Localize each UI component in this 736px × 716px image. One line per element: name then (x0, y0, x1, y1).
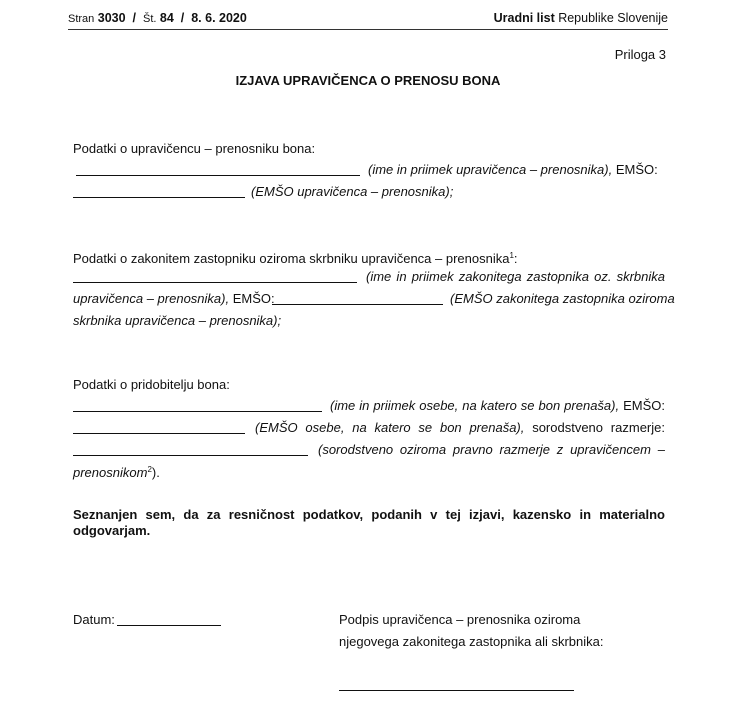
declaration-line1: Seznanjen sem, da za resničnost podatkov, podanih v tej izjavi, kazensko in materialno (73, 507, 665, 522)
publication-name-rest: Republike Slovenije (554, 11, 668, 25)
gazette-header-left: Stran 3030 / Št. 84 / 8. 6. 2020 (68, 11, 247, 25)
section1-emso-label: EMŠO: (615, 162, 658, 177)
header-divider (68, 29, 668, 30)
section3-heading: Podatki o pridobitelju bona: (73, 377, 230, 392)
section3-relation-end: ). (151, 465, 160, 480)
section3-emso-label: EMŠO: (623, 398, 665, 413)
page-label: Stran (68, 13, 95, 25)
section1-name-field[interactable] (76, 175, 360, 176)
section3-relation-hint: (sorodstveno oziroma pravno razmerje z upravičencem – (318, 442, 665, 457)
section2-name-hint: (ime in priimek zakonitega zastopnika oz. skrbnika (366, 269, 665, 284)
section2-emso-label: EMŠO: (232, 291, 275, 306)
section1-heading: Podatki o upravičencu – prenosniku bona: (73, 141, 316, 156)
section2-emso-hint2: skrbnika upravičenca – prenosnika); (73, 313, 282, 328)
section2-name-hint2: upravičenca – prenosnika), (73, 291, 230, 306)
issue-label: Št. (142, 13, 157, 25)
section3-relation-hint2: prenosnikom (73, 465, 148, 480)
footnote-2: 2 (147, 465, 152, 474)
section2-heading (73, 249, 518, 266)
section2-emso-hint: (EMŠO zakonitega zastopnika oziroma (450, 291, 675, 306)
section2-name-field[interactable] (73, 282, 357, 283)
section1-emso-field[interactable] (73, 197, 245, 198)
section2-row2 (73, 292, 275, 306)
issue-date: 8. 6. 2020 (191, 11, 247, 25)
annex-label: Priloga 3 (614, 47, 666, 62)
section3-name-row (330, 399, 665, 413)
section1-emso-hint: (EMŠO upravičenca – prenosnika); (251, 184, 454, 199)
section3-name-hint: (ime in priimek osebe, na katero se bon prenaša), (330, 398, 620, 413)
page-number: 3030 (97, 11, 126, 25)
section3-name-field[interactable] (73, 411, 322, 412)
section3-relation-field[interactable] (73, 455, 308, 456)
signature-field[interactable] (339, 690, 574, 691)
section2-heading-end: : (513, 251, 518, 266)
declaration-line2: odgovarjam. (73, 523, 151, 538)
signature-caption-line2: njegovega zakonitega zastopnika ali skrbnika: (339, 634, 604, 649)
section3-emso-field[interactable] (73, 433, 245, 434)
section3-emso-row (255, 421, 665, 435)
section2-emso-field[interactable] (272, 304, 443, 305)
section3-relation-label: sorodstveno razmerje: (532, 420, 665, 435)
section1-name-row (368, 163, 658, 177)
signature-caption-line1: Podpis upravičenca – prenosnika oziroma (339, 612, 581, 627)
gazette-header-right (494, 11, 668, 25)
date-label: Datum: (73, 612, 115, 627)
date-field[interactable] (117, 625, 221, 626)
section3-emso-hint: (EMŠO osebe, na katero se bon prenaša), (255, 420, 525, 435)
footnote-1: 1 (509, 251, 514, 260)
publication-name: Uradni list (493, 11, 555, 25)
section2-heading-text: Podatki o zakonitem zastopniku oziroma skrbniku upravičenca – prenosnika (73, 251, 510, 266)
section3-relation-row2 (73, 463, 160, 480)
section1-name-hint: (ime in priimek upravičenca – prenosnika), (368, 162, 613, 177)
issue-number: 84 (159, 11, 174, 25)
document-title: IZJAVA UPRAVIČENCA O PRENOSU BONA (235, 73, 501, 88)
